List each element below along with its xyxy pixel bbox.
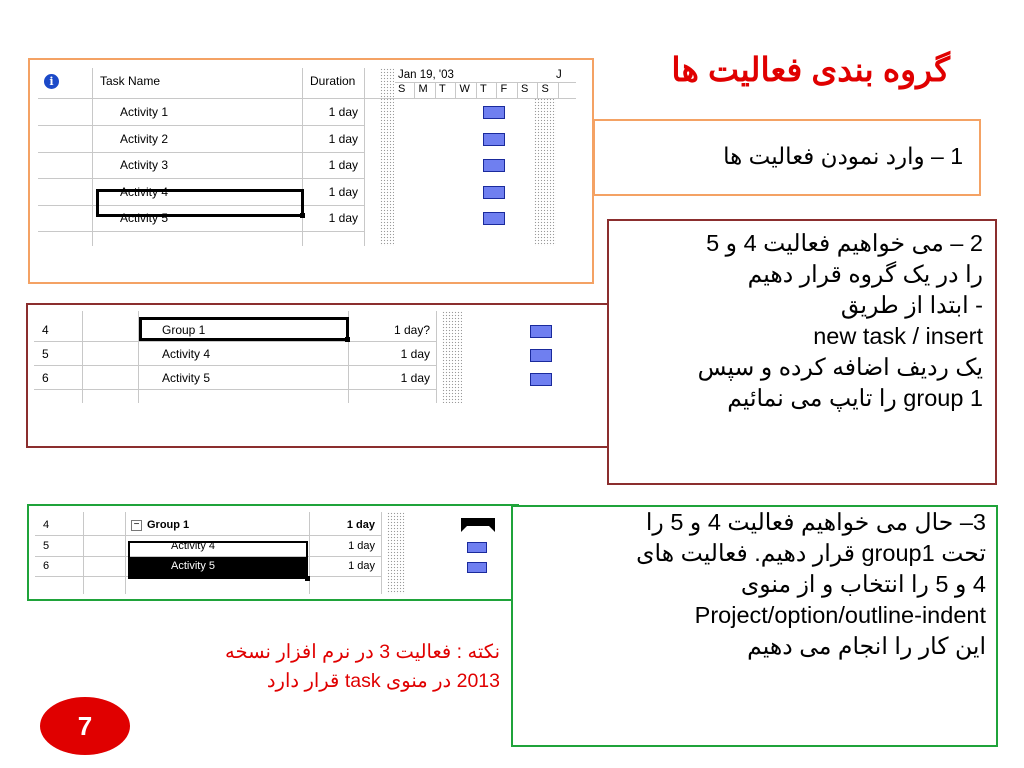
task-name-cell[interactable]: Activity 3: [120, 158, 169, 172]
note-line: [140, 667, 500, 696]
task-name-cell[interactable]: Activity 4: [162, 347, 211, 361]
task-table-screenshot: [28, 58, 594, 284]
info-icon[interactable]: i: [44, 74, 59, 89]
duration-cell[interactable]: 1 day: [400, 347, 430, 361]
step-2-line: یک ردیف اضافه کرده و سپس: [697, 354, 983, 380]
step-2-box: [607, 219, 997, 485]
group-insert-screenshot: [26, 303, 618, 448]
timescale-day-label: T: [480, 83, 487, 95]
step-3-place-text: قرار دهیم. فعالیت های: [636, 540, 855, 566]
timescale-day-divider: [476, 83, 477, 98]
task-name-cell[interactable]: Activity 1: [120, 105, 169, 119]
step-3-group-text: group1: [861, 540, 935, 566]
task-name-cell[interactable]: Activity 4: [171, 539, 216, 552]
fill-handle[interactable]: [300, 213, 305, 218]
row-id-cell[interactable]: 5: [43, 539, 50, 552]
timescale-next-week-label: J: [556, 69, 562, 81]
timescale-day-label: W: [459, 83, 470, 95]
fill-handle[interactable]: [345, 337, 350, 342]
duration-cell[interactable]: 1 day?: [393, 323, 430, 337]
step-2-line: - ابتدا از طریق: [840, 292, 983, 318]
gantt-bar[interactable]: [467, 542, 487, 553]
duration-cell[interactable]: 1 day: [328, 131, 358, 146]
gantt-bar[interactable]: [530, 349, 552, 362]
gantt-bar[interactable]: [530, 373, 552, 386]
task-name-cell[interactable]: Group 1: [162, 323, 206, 337]
gantt-bar[interactable]: [483, 212, 505, 225]
step-3-line: 3– حال می خواهیم فعالیت 4 و 5 را: [645, 509, 986, 535]
row-id-cell[interactable]: 4: [42, 323, 49, 337]
row-divider: [34, 365, 436, 366]
selected-cell-outline: [139, 317, 349, 341]
gantt-bar[interactable]: [483, 133, 505, 146]
summary-task-name-cell[interactable]: Group 1: [147, 519, 190, 531]
row-divider: [34, 389, 436, 390]
row-divider: [38, 178, 364, 179]
timescale-day-divider: [537, 83, 538, 98]
task-name-cell[interactable]: Activity 5: [162, 371, 211, 385]
step-1-text: 1 – وارد نمودن فعالیت ها: [723, 143, 963, 169]
duration-cell[interactable]: 1 day: [400, 371, 430, 385]
row-id-cell[interactable]: 4: [43, 519, 50, 531]
step-2-line: new task / insert: [813, 323, 983, 349]
timescale-day-label: S: [398, 83, 406, 95]
gantt-bar[interactable]: [467, 562, 487, 573]
task-name-cell[interactable]: Activity 5: [171, 560, 216, 572]
duration-cell[interactable]: 1 day: [328, 105, 358, 119]
step-1-box: [593, 119, 981, 196]
step-3-under-text: تحت: [941, 540, 986, 566]
step-2-type-text: را تایپ می نمائیم: [727, 385, 897, 411]
fill-handle[interactable]: [305, 576, 310, 581]
timescale-day-divider: [455, 83, 456, 98]
note-menu-text: 2013 در منوی: [386, 670, 500, 692]
timescale-day-divider: [414, 83, 415, 98]
summary-bar[interactable]: [461, 518, 495, 526]
gantt-bar[interactable]: [530, 325, 552, 338]
duration-cell[interactable]: 1 day: [328, 211, 358, 225]
gantt-grid: [38, 68, 578, 246]
summary-bar-start-icon: [461, 526, 473, 532]
note-line: نکته : فعالیت 3 در نرم افزار نسخه: [225, 641, 500, 663]
step-2-line: را در یک گروه قرار دهیم: [747, 261, 983, 287]
selected-cell-outline: [96, 189, 304, 217]
row-id-cell[interactable]: 6: [43, 560, 50, 572]
slide-title: گروه بندی فعالیت ها: [671, 51, 950, 88]
slide-number-badge: 7: [40, 697, 130, 755]
step-3-line: Project/option/outline-indent: [694, 602, 986, 628]
task-name-cell[interactable]: Activity 2: [120, 131, 169, 146]
task-name-cell[interactable]: Activity 4: [120, 184, 169, 199]
row-divider: [38, 231, 364, 232]
timescale-day-label: S: [521, 83, 529, 95]
step-2-group-text: group 1: [903, 385, 983, 411]
step-3-box: [511, 505, 998, 747]
gantt-bar[interactable]: [483, 106, 505, 119]
duration-cell[interactable]: 1 day: [328, 158, 358, 172]
selected-cell-outline: [128, 541, 308, 559]
row-id-cell[interactable]: 5: [42, 347, 49, 361]
row-divider: [34, 341, 436, 342]
row-divider: [35, 535, 381, 536]
collapse-toggle-icon[interactable]: −: [131, 520, 142, 531]
gantt-bar[interactable]: [483, 159, 505, 172]
timescale-day-divider: [517, 83, 518, 98]
duration-cell[interactable]: 1 day: [346, 519, 375, 531]
duration-cell[interactable]: 1 day: [348, 560, 375, 572]
gantt-grid: [35, 512, 511, 594]
column-header-duration[interactable]: Duration: [310, 74, 356, 88]
timescale-day-divider: [435, 83, 436, 98]
note-place-text: قرار دارد: [266, 670, 340, 692]
note-task-text: task: [344, 670, 381, 692]
summary-bar-end-icon: [483, 526, 495, 532]
row-divider: [38, 125, 364, 126]
timescale-week-label: Jan 19, '03: [398, 69, 454, 81]
row-divider: [38, 152, 364, 153]
task-name-cell[interactable]: Activity 5: [120, 211, 169, 225]
timescale-day-divider: [558, 83, 559, 98]
version-note: [140, 638, 500, 696]
timescale-day-label: T: [439, 83, 446, 95]
duration-cell[interactable]: 1 day: [348, 539, 375, 552]
step-3-line: [523, 538, 986, 569]
step-2-line: 2 – می خواهیم فعالیت 4 و 5: [706, 230, 983, 256]
step-2-line: [619, 383, 983, 414]
step-3-line: این کار را انجام می دهیم: [747, 633, 986, 659]
timescale-day-label: M: [418, 83, 428, 95]
timescale-day-label: F: [500, 83, 508, 95]
duration-cell[interactable]: 1 day: [328, 184, 358, 199]
timescale-day-divider: [496, 83, 497, 98]
gantt-bar[interactable]: [483, 186, 505, 199]
timescale-day-label: S: [541, 83, 549, 95]
row-id-cell[interactable]: 6: [42, 371, 49, 385]
step-3-line: 4 و 5 را انتخاب و از منوی: [740, 571, 986, 597]
selected-row-highlight: [128, 559, 308, 579]
gantt-grid: [34, 311, 614, 403]
outline-indent-screenshot: [27, 504, 519, 601]
column-header-task-name[interactable]: Task Name: [100, 74, 161, 88]
